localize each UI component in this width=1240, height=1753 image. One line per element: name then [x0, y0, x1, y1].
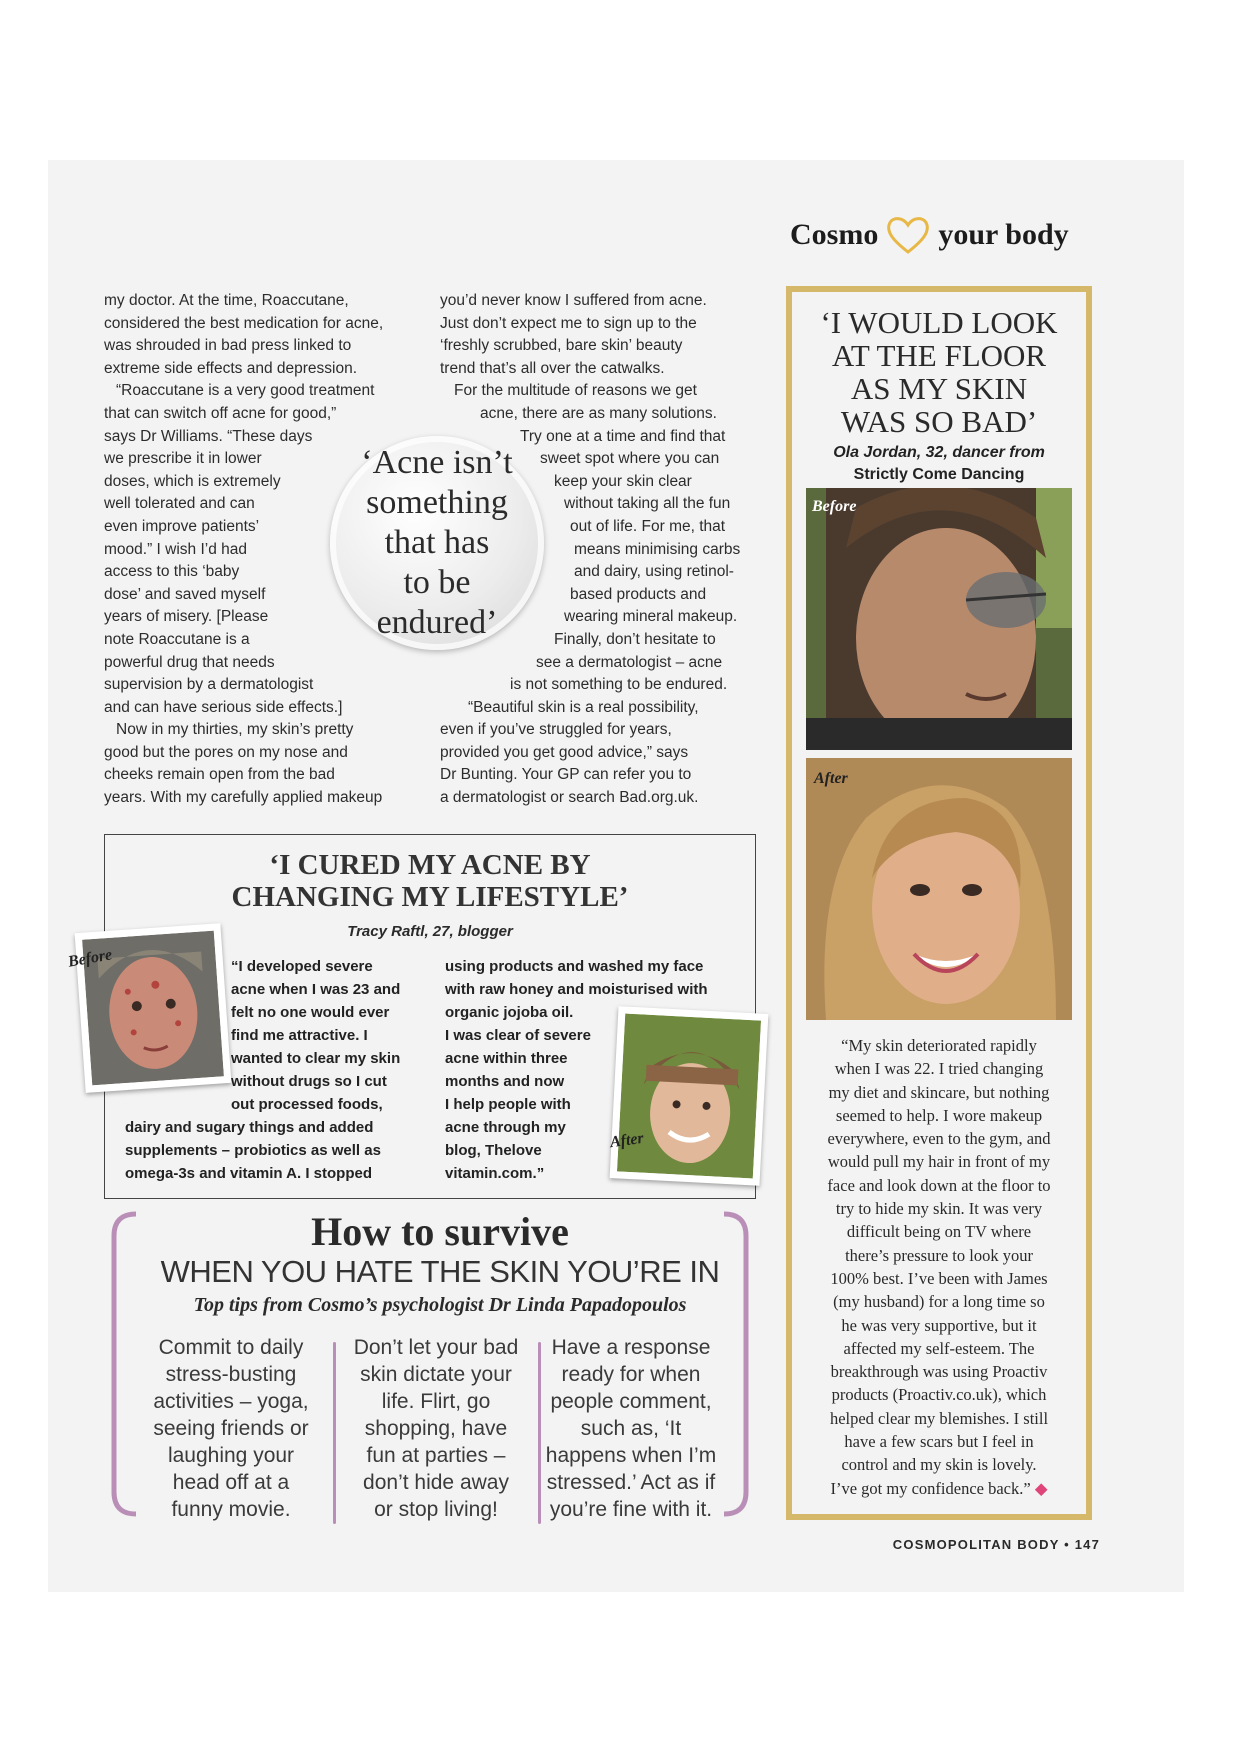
text-line: out processed foods, [231, 1096, 383, 1113]
quote-line: when I was 22. I tried changing [834, 1059, 1044, 1079]
tracy-after-photo [610, 1006, 769, 1186]
heart-icon [884, 211, 932, 259]
byline-line: Ola Jordan, 32, dancer from [833, 444, 1045, 461]
quote-line: try to hide my skin. It was very [835, 1199, 1043, 1219]
header-left: Cosmo [790, 218, 879, 251]
quote-line: he was very supportive, but it [841, 1315, 1037, 1335]
tip-3 [540, 1334, 722, 1523]
quote-line: breakthrough was using Proactiv [830, 1362, 1048, 1382]
text-line: without drugs so I cut [231, 1073, 387, 1090]
headline-line: ‘I WOULD LOOK [820, 305, 1058, 340]
diamond-icon: ◆ [1034, 1478, 1048, 1498]
text-line: Dr Bunting. Your GP can refer you to [440, 766, 692, 784]
text-line: sweet spot where you can [540, 450, 720, 468]
text-line: acne, there are as many solutions. [480, 404, 717, 422]
header-right: your body [938, 218, 1069, 251]
quote-line: I’ve got my confidence back.” [830, 1478, 1031, 1498]
text-line: Try one at a time and find that [520, 427, 726, 445]
tracy-after-label: After [608, 1129, 645, 1152]
pull-quote-line: ‘Acne isn’t [361, 444, 513, 481]
survive-title: How to survive [311, 1209, 569, 1254]
tip-line: Commit to daily [158, 1336, 304, 1359]
tip-line: activities – yoga, [153, 1390, 309, 1413]
text-line: felt no one would ever [231, 1004, 390, 1021]
text-line: Finally, don’t hesitate to [554, 630, 716, 648]
quote-line: have a few scars but I feel in [844, 1432, 1034, 1452]
quote-line: 100% best. I’ve been with James [830, 1268, 1048, 1288]
text-line: note Roaccutane is a [104, 630, 250, 648]
quote-line: difficult being on TV where [846, 1222, 1032, 1242]
text-line: says Dr Williams. “These days [104, 427, 313, 445]
quote-line: seemed to help. I wore makeup [835, 1105, 1043, 1125]
quote-line: helped clear my blemishes. I still [829, 1408, 1049, 1428]
text-line: considered the best medication for acne, [104, 314, 384, 332]
tip-line: life. Flirt, go [381, 1390, 491, 1413]
text-line: means minimising carbs [574, 540, 741, 558]
text-line: wearing mineral makeup. [564, 608, 738, 626]
quote-line: my diet and skincare, but nothing [828, 1082, 1050, 1102]
pull-quote-line: to be [403, 564, 471, 601]
text-line: acne when I was 23 and [231, 981, 401, 998]
page-footer: COSMOPOLITAN BODY • 147 [892, 1537, 1100, 1552]
text-line: supervision by a dermatologist [104, 676, 314, 694]
text-line: ‘freshly scrubbed, bare skin’ beauty [440, 337, 683, 355]
headline-line: AT THE FLOOR [831, 338, 1047, 373]
tip-line: or stop living! [374, 1498, 498, 1521]
text-line: access to this ‘baby [104, 563, 240, 581]
section-header [790, 205, 1100, 265]
headline-line: WAS SO BAD’ [840, 404, 1038, 439]
ola-before-photo [806, 488, 1072, 750]
text-line: with raw honey and moisturised with [445, 981, 708, 998]
ola-headline [792, 306, 1086, 438]
text-line: years. With my carefully applied makeup [104, 789, 383, 807]
quote-line: control and my skin is lovely. [841, 1455, 1037, 1475]
tip-line: seeing friends or [153, 1417, 309, 1440]
ola-after-label: After [814, 770, 848, 787]
text-line: was shrouded in bad press linked to [104, 337, 352, 355]
tip-line: such as, ‘It [580, 1417, 682, 1440]
text-line: Now in my thirties, my skin’s pretty [116, 721, 354, 739]
text-line: we prescribe it in lower [104, 450, 262, 468]
ola-after-photo [806, 758, 1072, 1020]
text-line: good but the pores on my nose and [104, 743, 348, 761]
headline-line: ‘I CURED MY ACNE BY [269, 849, 591, 881]
headline-line: AS MY SKIN [850, 371, 1028, 406]
text-line: I help people with [445, 1096, 571, 1113]
text-line: vitamin.com.” [445, 1165, 545, 1182]
text-line: keep your skin clear [554, 472, 692, 490]
tracy-headline [105, 849, 755, 913]
text-line: based products and [570, 585, 707, 603]
text-line: mood.” I wish I’d had [104, 540, 248, 558]
quote-line: face and look down at the floor to [827, 1175, 1051, 1195]
survive-subtitle: WHEN YOU HATE THE SKIN YOU’RE IN [160, 1254, 720, 1289]
text-line: dairy and sugary things and added [125, 1119, 374, 1136]
text-line: For the multitude of reasons we get [454, 382, 697, 400]
text-line: powerful drug that needs [104, 653, 275, 671]
text-line: extreme side effects and depression. [104, 359, 358, 377]
headline-line: CHANGING MY LIFESTYLE’ [231, 881, 629, 913]
survive-tagline: Top tips from Cosmo’s psychologist Dr Linda Papadopoulos [193, 1294, 687, 1316]
text-line: acne within three [445, 1050, 568, 1067]
text-line: my doctor. At the time, Roaccutane, [104, 292, 349, 309]
text-line: find me attractive. I [231, 1027, 368, 1044]
pull-quote [330, 436, 544, 650]
pull-quote-line: that has [384, 524, 490, 561]
tip-line: stress-busting [165, 1363, 297, 1386]
tracy-text-left-bottom [125, 1116, 425, 1185]
text-line: that can switch off acne for good,” [104, 404, 337, 422]
tip-line: head off at a [172, 1471, 290, 1494]
quote-line: would pull my hair in front of my [827, 1152, 1051, 1172]
text-line: “Roaccutane is a very good treatment [116, 382, 375, 400]
tracy-before-label: Before [66, 946, 114, 971]
text-line: and dairy, using retinol- [574, 563, 734, 581]
text-line: using products and washed my face [445, 958, 704, 975]
tip-line: shopping, have [364, 1417, 508, 1440]
pull-quote-line: endured’ [376, 604, 498, 641]
text-line: without taking all the fun [564, 495, 731, 513]
text-line: years of misery. [Please [104, 608, 269, 626]
tip-line: happens when I’m [545, 1444, 717, 1467]
tracy-after-image [617, 1014, 761, 1179]
tracy-text-right [445, 1024, 615, 1185]
text-line: dose’ and saved myself [104, 585, 266, 603]
text-line: trend that’s all over the catwalks. [440, 359, 665, 377]
quote-line: everywhere, even to the gym, and [827, 1129, 1051, 1149]
tip-divider [333, 1342, 336, 1524]
tip-line: Have a response [551, 1336, 711, 1359]
quote-line: there’s pressure to look your [845, 1245, 1033, 1265]
quote-line: products (Proactiv.co.uk), which [831, 1385, 1047, 1405]
text-line: “I developed severe [231, 958, 373, 975]
text-line: supplements – probiotics as well as [125, 1142, 381, 1159]
ola-quote [806, 1034, 1072, 1500]
text-line: “Beautiful skin is a real possibility, [468, 698, 699, 716]
text-line: organic jojoba oil. [445, 1004, 574, 1021]
tip-line: laughing your [167, 1444, 295, 1467]
ola-byline [792, 442, 1086, 486]
text-line: months and now [445, 1073, 565, 1090]
tip-line: don’t hide away [363, 1471, 509, 1494]
quote-line: (my husband) for a long time so [833, 1292, 1045, 1312]
tip-2 [340, 1334, 532, 1523]
byline-line: Strictly Come Dancing [853, 466, 1025, 483]
text-line: out of life. For me, that [570, 517, 726, 535]
text-line: wanted to clear my skin [231, 1050, 401, 1067]
pull-quote-line: something [366, 484, 508, 521]
text-line: cheeks remain open from the bad [104, 766, 335, 784]
text-line: Just don’t expect me to sign up to the [440, 314, 697, 332]
quote-line: “My skin deteriorated rapidly [841, 1036, 1037, 1055]
tracy-byline: Tracy Raftl, 27, blogger [347, 923, 513, 940]
ola-case-study-box [786, 286, 1092, 1520]
tip-line: fun at parties – [366, 1444, 506, 1467]
text-line: well tolerated and can [104, 495, 255, 513]
text-line: acne through my [445, 1119, 566, 1136]
text-line: even if you’ve struggled for years, [440, 721, 672, 739]
tip-line: ready for when [561, 1363, 701, 1386]
text-line: provided you get good advice,” says [440, 743, 689, 761]
text-line: a dermatologist or search Bad.org.uk. [440, 789, 699, 807]
tip-line: funny movie. [171, 1498, 291, 1521]
text-line: see a dermatologist – acne [536, 653, 723, 671]
tip-line: skin dictate your [360, 1363, 512, 1386]
ola-before-label: Before [812, 498, 857, 515]
tip-line: people comment, [550, 1390, 712, 1413]
text-line: omega-3s and vitamin A. I stopped [125, 1165, 372, 1182]
tip-line: stressed.’ Act as if [546, 1471, 716, 1494]
text-line: blog, Thelove [445, 1142, 542, 1159]
text-line: I was clear of severe [445, 1027, 591, 1044]
text-line: you’d never know I suffered from acne. [440, 292, 707, 309]
text-line: even improve patients’ [104, 517, 260, 535]
text-line: is not something to be endured. [510, 676, 728, 694]
tip-1 [136, 1334, 326, 1523]
quote-line: affected my self-esteem. The [843, 1338, 1035, 1358]
tip-line: Don’t let your bad [353, 1336, 519, 1359]
text-line: doses, which is extremely [104, 472, 281, 490]
tracy-text-left [231, 955, 431, 1116]
tip-line: you’re fine with it. [549, 1498, 713, 1521]
text-line: and can have serious side effects.] [104, 698, 343, 716]
